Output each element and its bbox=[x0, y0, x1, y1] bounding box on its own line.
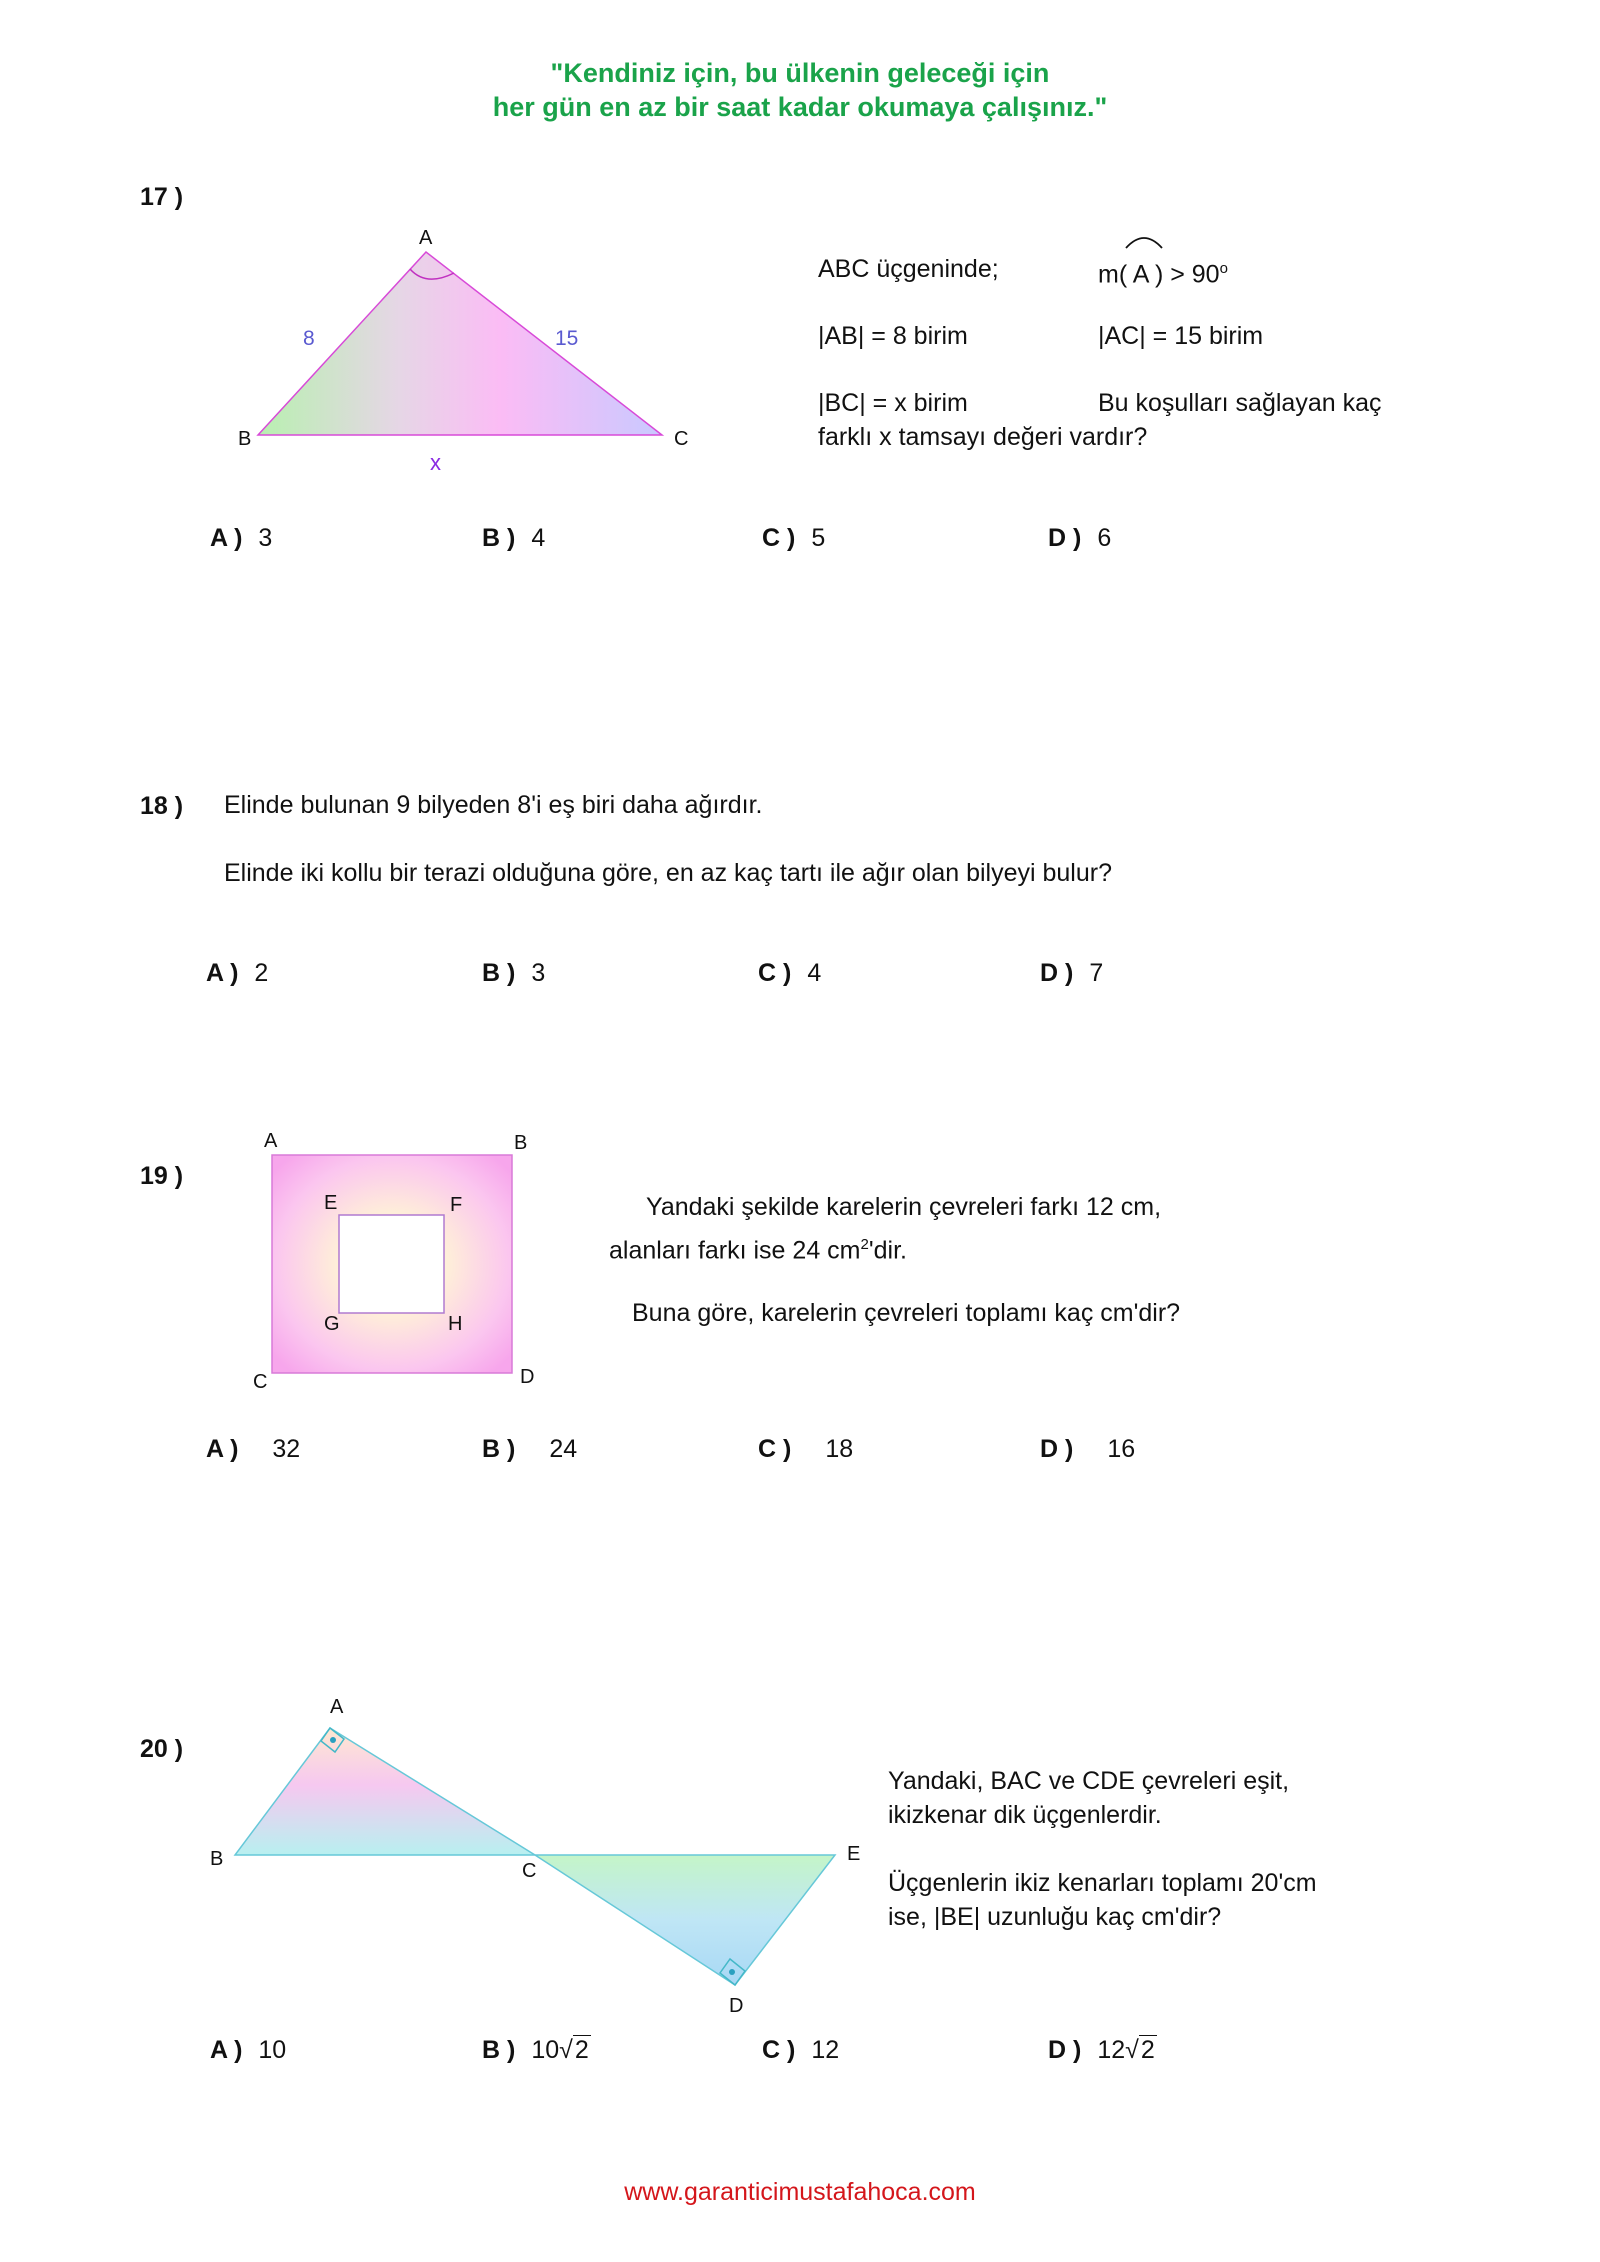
q20-option-b[interactable]: B ) 10√2 bbox=[482, 2036, 589, 2064]
motto-header bbox=[0, 56, 1600, 124]
q17-label-b: B bbox=[238, 428, 252, 450]
q19-line-2-suffix: 'dir. bbox=[868, 1236, 907, 1265]
q20-right-angle-dot-a bbox=[330, 1737, 336, 1743]
q20-option-d-sqrt: 12√2 bbox=[1097, 2036, 1155, 2064]
q20-triangle-bac bbox=[235, 1728, 535, 1855]
question-17-number: 17 ) bbox=[140, 183, 184, 211]
q17-text-bc: |BC| = x birim bbox=[818, 389, 968, 417]
q17-text-ab: |AB| = 8 birim bbox=[818, 322, 968, 350]
q19-line-2 bbox=[609, 1228, 907, 1267]
q19-line-2-prefix: alanları farkı ise 24 cm bbox=[609, 1236, 861, 1265]
q17-option-d[interactable]: D ) 6 bbox=[1048, 524, 1112, 552]
q18-option-a[interactable]: A ) 2 bbox=[206, 959, 269, 987]
q17-option-c[interactable]: C ) 5 bbox=[762, 524, 826, 552]
q17-question-line-2: farklı x tamsayı değeri vardır? bbox=[818, 423, 1148, 451]
q17-option-a[interactable]: A ) 3 bbox=[210, 524, 273, 552]
q20-option-d[interactable]: D ) 12√2 bbox=[1048, 2036, 1155, 2064]
q20-label-a: A bbox=[330, 1696, 344, 1718]
q19-option-c[interactable]: C ) 18 bbox=[758, 1435, 854, 1463]
q17-label-c: C bbox=[674, 428, 689, 450]
q20-label-b: B bbox=[210, 1848, 224, 1870]
q18-line-2: Elinde iki kollu bir terazi olduğuna göre, en az kaç tartı ile ağır olan bilyeyi bulur? bbox=[224, 859, 1112, 887]
q19-label-c: C bbox=[253, 1371, 268, 1393]
q19-label-g: G bbox=[324, 1313, 340, 1335]
q18-option-c[interactable]: C ) 4 bbox=[758, 959, 822, 987]
q20-line-4: ise, |BE| uzunluğu kaç cm'dir? bbox=[888, 1903, 1222, 1931]
q19-label-h: H bbox=[448, 1313, 463, 1335]
question-18-number: 18 ) bbox=[140, 792, 184, 820]
q17-side-bc: x bbox=[430, 450, 441, 475]
q20-line-2: ikizkenar dik üçgenlerdir. bbox=[888, 1801, 1162, 1829]
q19-label-d: D bbox=[520, 1366, 535, 1388]
q20-line-1: Yandaki, BAC ve CDE çevreleri eşit, bbox=[888, 1767, 1290, 1795]
q17-angle-degree: o bbox=[1219, 260, 1228, 277]
q19-line-2-sup: 2 bbox=[860, 1236, 869, 1253]
q17-option-b[interactable]: B ) 4 bbox=[482, 524, 546, 552]
motto-line-2: her gün en az bir saat kadar okumaya çalışınız." bbox=[492, 92, 1108, 122]
footer-url[interactable]: www.garanticimustafahoca.com bbox=[624, 2178, 976, 2206]
q19-line-3: Buna göre, karelerin çevreleri toplamı kaç cm'dir? bbox=[632, 1299, 1181, 1327]
q19-label-f: F bbox=[450, 1194, 463, 1216]
q20-label-e: E bbox=[847, 1843, 861, 1865]
q19-option-d[interactable]: D ) 16 bbox=[1040, 1435, 1136, 1463]
q19-line-1: Yandaki şekilde karelerin çevreleri farkı 12 cm, bbox=[646, 1193, 1162, 1221]
q19-label-a: A bbox=[264, 1130, 278, 1152]
q20-label-d: D bbox=[729, 1995, 744, 2017]
q20-option-c[interactable]: C ) 12 bbox=[762, 2036, 840, 2064]
q17-question-line-1: Bu koşulları sağlayan kaç bbox=[1098, 389, 1382, 417]
q17-text-triangle: ABC üçgeninde; bbox=[818, 255, 999, 283]
q20-triangles-figure bbox=[205, 1685, 875, 2025]
q18-line-1: Elinde bulunan 9 bilyeden 8'i eş biri daha ağırdır. bbox=[224, 791, 763, 819]
q17-triangle-figure bbox=[230, 215, 710, 485]
q20-option-b-sqrt: 10√2 bbox=[531, 2036, 589, 2064]
q19-squares-figure bbox=[250, 1120, 550, 1400]
q17-text-angle bbox=[1098, 252, 1228, 291]
q18-option-b[interactable]: B ) 3 bbox=[482, 959, 546, 987]
q17-triangle bbox=[258, 252, 662, 435]
q19-inner-square bbox=[339, 1215, 444, 1313]
q20-triangle-cde bbox=[535, 1855, 835, 1985]
q17-side-ab: 8 bbox=[303, 327, 315, 350]
q18-option-d[interactable]: D ) 7 bbox=[1040, 959, 1104, 987]
q17-angle-prefix: m( A ) > 90 bbox=[1098, 260, 1220, 289]
q17-arc-symbol bbox=[1124, 234, 1164, 250]
question-20-number: 20 ) bbox=[140, 1735, 184, 1763]
q19-label-b: B bbox=[514, 1132, 528, 1154]
q20-label-c: C bbox=[522, 1860, 537, 1882]
q17-side-ac: 15 bbox=[555, 327, 579, 350]
q19-label-e: E bbox=[324, 1192, 338, 1214]
q19-option-a[interactable]: A ) 32 bbox=[206, 1435, 301, 1463]
q20-right-angle-dot-d bbox=[729, 1969, 735, 1975]
q17-text-ac: |AC| = 15 birim bbox=[1098, 322, 1264, 350]
q20-line-3: Üçgenlerin ikiz kenarları toplamı 20'cm bbox=[888, 1869, 1317, 1897]
question-19-number: 19 ) bbox=[140, 1162, 184, 1190]
q17-label-a: A bbox=[419, 227, 433, 249]
motto-line-1: "Kendiniz için, bu ülkenin geleceği için bbox=[550, 58, 1050, 88]
q19-option-b[interactable]: B ) 24 bbox=[482, 1435, 578, 1463]
q20-option-a[interactable]: A ) 10 bbox=[210, 2036, 287, 2064]
